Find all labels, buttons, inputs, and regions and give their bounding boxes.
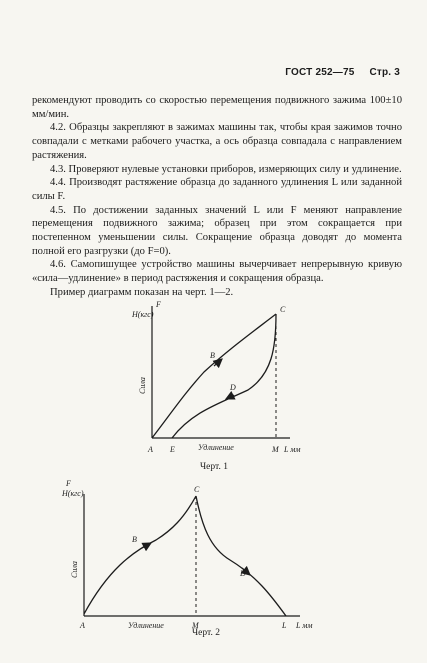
point-a: A <box>148 445 153 454</box>
figure-2 <box>60 478 340 638</box>
x-axis-unit: L мм <box>296 621 313 630</box>
paragraph: рекомендуют проводить со скоростью перемещения подвижного зажима 100±10 мм/мин. <box>32 95 402 120</box>
page-number: Стр. 3 <box>369 67 400 78</box>
point-a: A <box>80 621 85 630</box>
unloading-curve <box>172 314 276 438</box>
y-axis-label: Сила <box>138 377 147 394</box>
figure-2-caption: Черт. 2 <box>192 628 220 638</box>
page-header <box>285 67 400 78</box>
figure-2-diagram <box>60 478 340 638</box>
y-axis-label: Сила <box>70 561 79 578</box>
figure-1 <box>120 300 320 460</box>
y-axis-unit: Н(кгс) <box>62 489 84 498</box>
point-c: C <box>280 305 286 314</box>
unloading-curve <box>196 496 286 616</box>
figure-1-caption: Черт. 1 <box>200 462 228 472</box>
paragraph: 4.3. Проверяют нулевые установки приборов, измеряющих силу и удлинение. <box>50 163 402 175</box>
paragraph: 4.5. По достижении заданных значений L или F меняют направление перемещения подвижного зажима; образец при этом сокращается при постепенном уменьшении силы. Сокращение образца доводят до момента полной его разгрузки (до F=0). <box>32 204 402 257</box>
point-d: D <box>240 569 246 578</box>
body-text <box>32 94 402 300</box>
x-axis-label: Удлинение <box>198 443 234 452</box>
loading-curve <box>84 496 196 614</box>
paragraph: Пример диаграмм показан на черт. 1—2. <box>50 286 234 298</box>
point-l: L <box>282 621 287 630</box>
point-e: E <box>170 445 175 454</box>
arrow-b <box>142 543 151 548</box>
point-c: C <box>194 485 200 494</box>
point-m: M <box>272 445 279 454</box>
point-b: B <box>132 535 137 544</box>
x-axis-unit: L мм <box>284 445 301 454</box>
y-axis-symbol: F <box>66 479 71 488</box>
standard-number: ГОСТ 252—75 <box>285 67 355 78</box>
point-b: B <box>210 351 215 360</box>
paragraph: 4.2. Образцы закрепляют в зажимах машины так, чтобы края зажимов точно совпадали с метками рабочего участка, а ось образца совпадала с направлением растяжения. <box>32 122 402 161</box>
loading-curve <box>152 314 276 438</box>
figure-1-diagram <box>120 300 320 460</box>
x-axis-label: Удлинение <box>128 621 164 630</box>
y-axis-unit: Н(кгс) <box>132 310 154 319</box>
paragraph: 4.4. Производят растяжение образца до заданного удлинения L или заданной силы F. <box>32 177 402 202</box>
paragraph: 4.6. Самопишущее устройство машины вычерчивает непрерывную кривую «сила—удлинение» в период растяжения и сокращения образца. <box>32 259 402 285</box>
point-d: D <box>230 383 236 392</box>
point-m: M <box>192 621 199 630</box>
y-axis-symbol: F <box>156 300 161 309</box>
